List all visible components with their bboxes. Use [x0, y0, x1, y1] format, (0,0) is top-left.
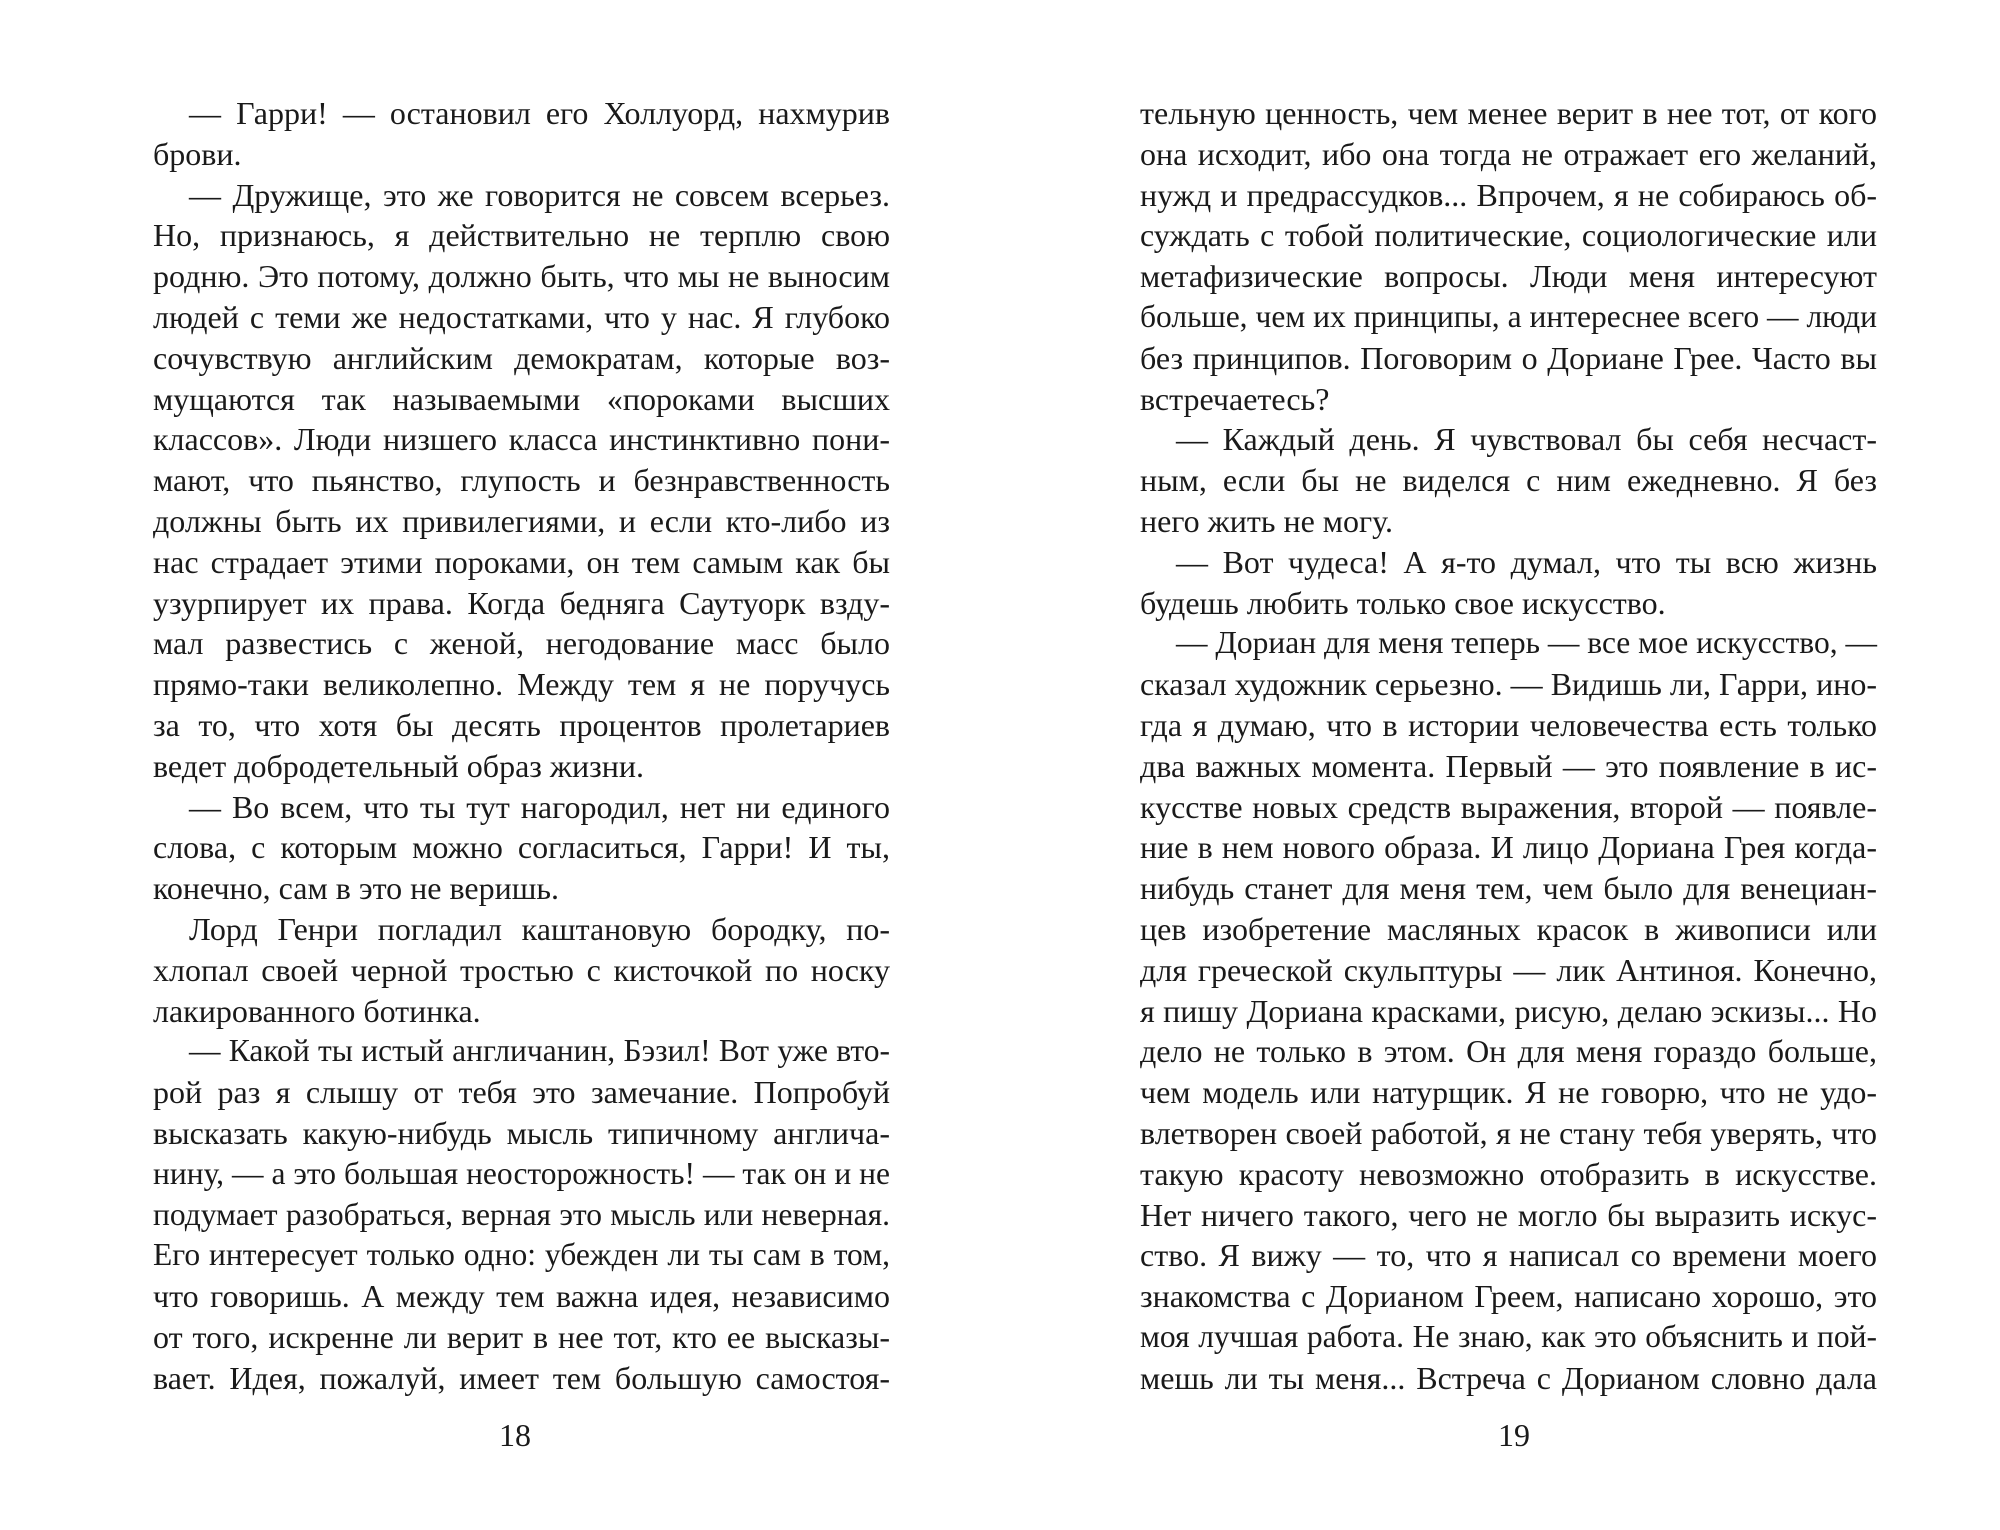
text-line: мал развестись с женой, негодование масс было: [153, 625, 890, 662]
text-line: слова, с которым можно согласиться, Гарри! И ты,: [153, 829, 890, 866]
text-line: Нет ничего такого, чего не могло бы выразить искус-: [1140, 1196, 1877, 1233]
text-line: рой раз я слышу от тебя это замечание. Попробуй: [153, 1074, 890, 1111]
text-line: метафизические вопросы. Люди меня интересуют: [1140, 258, 1877, 295]
text-line: него жить не могу.: [1140, 502, 1393, 539]
text-line: гда я думаю, что в истории человечества есть только: [1140, 706, 1877, 743]
text-line: узурпирует их права. Когда бедняга Саутуорк взду-: [153, 584, 890, 621]
text-line: — Какой ты истый англичанин, Бэзил! Вот уже вто-: [189, 1033, 890, 1069]
text-line: Его интересует только одно: убежден ли ты сам в том,: [153, 1237, 890, 1273]
text-line: что говоришь. А между тем важна идея, независимо: [153, 1278, 890, 1315]
text-line: кусстве новых средств выражения, второй — появле-: [1140, 788, 1877, 825]
text-line: влетворен своей работой, я не стану тебя уверять, что: [1140, 1114, 1877, 1151]
text-line: от того, искренне ли верит в нее тот, кто ее высказы-: [153, 1318, 890, 1355]
text-line: конечно, сам в это не веришь.: [153, 870, 559, 907]
text-line: должны быть их привилегиями, и если кто-либо из: [153, 502, 890, 539]
text-line: нас страдает этими пороками, он тем самым как бы: [153, 543, 890, 580]
text-line: мают, что пьянство, глупость и безнравственность: [153, 462, 890, 499]
text-line: я пишу Дориана красками, рисую, делаю эскизы... Но: [1140, 992, 1877, 1029]
page-number-right: 19: [1498, 1417, 1530, 1453]
text-line: мешь ли ты меня... Встреча с Дорианом словно дала: [1140, 1359, 1877, 1396]
left-page: [153, 93, 890, 1399]
text-line: чем модель или натурщик. Я не говорю, что не удо-: [1140, 1074, 1877, 1111]
text-line: нужд и предрассудков... Впрочем, я не собираюсь об-: [1140, 176, 1877, 213]
text-line: ство. Я вижу — то, что я написал со времени моего: [1140, 1237, 1877, 1274]
text-line: будешь любить только свое искусство.: [1140, 584, 1666, 621]
text-line: знакомства с Дорианом Греем, написано хорошо, это: [1140, 1278, 1877, 1315]
page-number-left: 18: [499, 1417, 531, 1453]
text-line: высказать какую-нибудь мысль типичному англича-: [153, 1114, 890, 1151]
text-line: хлопал своей черной тростью с кисточкой по носку: [153, 951, 890, 988]
text-line: сочувствую английским демократам, которые воз-: [153, 339, 890, 376]
text-line: цев изобретение масляных красок в живописи или: [1140, 910, 1877, 947]
text-line: сказал художник серьезно. — Видишь ли, Гарри, ино-: [1140, 666, 1877, 703]
text-line: дело не только в этом. Он для меня гораздо больше,: [1140, 1033, 1877, 1070]
text-line: классов». Люди низшего класса инстинктивно пони-: [153, 421, 890, 458]
text-line: — Вот чудеса! А я-то думал, что ты всю жизнь: [1176, 543, 1877, 580]
text-line: Лорд Генри погладил каштановую бородку, по-: [189, 910, 890, 947]
text-line: людей с теми же недостатками, что у нас. Я глубоко: [153, 298, 890, 335]
text-line: больше, чем их принципы, а интереснее всего — люди: [1140, 298, 1877, 334]
text-line: подумает разобраться, верная это мысль или неверная.: [153, 1196, 890, 1232]
text-line: лакированного ботинка.: [153, 992, 481, 1029]
text-line: родню. Это потому, должно быть, что мы не выносим: [153, 258, 890, 295]
text-line: за то, что хотя бы десять процентов пролетариев: [153, 706, 890, 743]
text-line: она исходит, ибо она тогда не отражает его желаний,: [1140, 135, 1877, 172]
text-line: суждать с тобой политические, социологические или: [1140, 217, 1877, 254]
text-line: прямо-таки великолепно. Между тем я не поручусь: [153, 666, 890, 703]
text-line: нину, — а это большая неосторожность! — так он и не: [153, 1155, 890, 1191]
text-line: — Гарри! — остановил его Холлуорд, нахмурив: [189, 95, 890, 131]
text-line: моя лучшая работа. Не знаю, как это объяснить и пой-: [1140, 1318, 1877, 1354]
text-line: брови.: [153, 135, 242, 172]
text-line: ние в нем нового образа. И лицо Дориана Грея когда-: [1140, 829, 1877, 866]
text-line: ным, если бы не виделся с ним ежедневно. Я без: [1140, 462, 1877, 499]
text-line: — Дружище, это же говорится не совсем всерьез.: [189, 176, 890, 213]
text-line: два важных момента. Первый — это появление в ис-: [1140, 747, 1877, 784]
right-page: [1140, 93, 1877, 1399]
text-line: мущаются так называемыми «пороками высших: [153, 380, 890, 417]
text-line: — Каждый день. Я чувствовал бы себя несчаст-: [1176, 421, 1877, 458]
text-line: тельную ценность, чем менее верит в нее тот, от кого: [1140, 95, 1877, 131]
text-line: без принципов. Поговорим о Дориане Грее. Часто вы: [1140, 339, 1877, 376]
text-line: встречаетесь?: [1140, 380, 1330, 417]
text-line: вает. Идея, пожалуй, имеет тем большую самостоя-: [153, 1359, 890, 1396]
text-line: — Дориан для меня теперь — все мое искусство, —: [1176, 625, 1877, 661]
text-line: для греческой скульптуры — лик Антиноя. Конечно,: [1140, 951, 1877, 988]
text-line: ведет добродетельный образ жизни.: [153, 747, 645, 784]
text-line: нибудь станет для меня тем, чем было для венециан-: [1140, 870, 1877, 907]
text-line: — Во всем, что ты тут нагородил, нет ни единого: [189, 788, 890, 825]
text-line: такую красоту невозможно отобразить в искусстве.: [1140, 1155, 1877, 1192]
text-line: Но, признаюсь, я действительно не терплю свою: [153, 217, 890, 254]
